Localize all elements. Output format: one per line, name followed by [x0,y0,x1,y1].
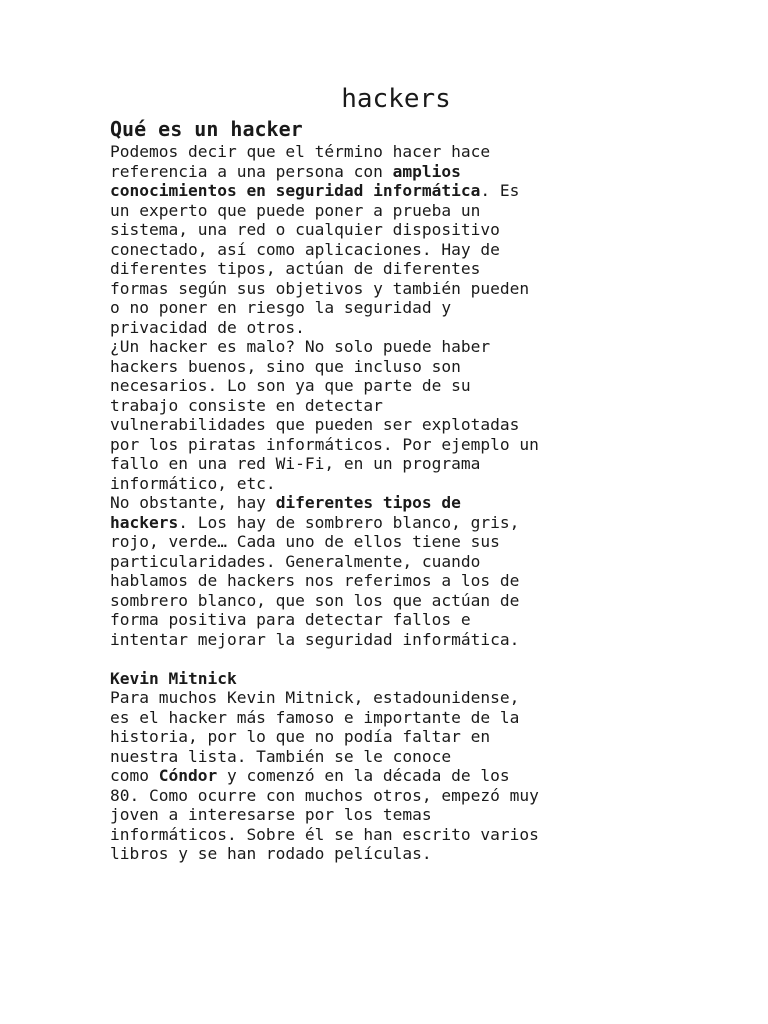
section-heading-que-es-un-hacker: Qué es un hacker [110,117,303,141]
bold-text-run: amplios conocimientos en seguridad informática [110,161,481,200]
section-spacer [110,649,670,669]
paragraph-tipos-de-hackers [110,493,670,649]
section-heading-kevin-mitnick: Kevin Mitnick [110,668,237,688]
bold-text-run: diferentes tipos de hackers [110,493,461,532]
bold-text-run: Cóndor [158,766,218,785]
text-run: . Los hay de sombrero blanco, gris, rojo, verde… Cada uno de ellos tiene sus particularidades. Generalmente, cuando hablamos de hackers nos referimos a los de sombrero blanco, que son los que actúan de forma positiva para detectar fallos e intentar mejorar la seguridad informática. [110,512,520,649]
text-run: ¿Un hacker es malo? No solo puede haber hackers buenos, sino que incluso son necesarios. Lo son ya que parte de su trabajo consiste en detectar vulnerabilidades que pueden ser explotadas por los piratas informáticos. Por ejemplo un fallo en una red Wi-Fi, en un programa informático, etc. [110,337,539,493]
paragraph-definition [110,142,670,337]
document-title: hackers [341,84,451,114]
text-run: Podemos decir que el término hacer hace referencia a una persona con [110,142,491,181]
document-page [110,82,670,864]
text-run: y comenzó en la década de los 80. Como ocurre con muchos otros, empezó muy joven a interesarse por los temas informáticos. Sobre él se han escrito varios libros y se han rodado películas. [110,766,539,863]
paragraph-kevin-mitnick [110,688,670,864]
text-run: Para muchos Kevin Mitnick, estadounidense, es el hacker más famoso e importante de la historia, por lo que no podía faltar en nuestra lista. También se le conoce como [110,688,520,785]
text-run: No obstante, hay [110,493,276,512]
paragraph-hacker-malo [110,337,670,493]
text-run: . Es un experto que puede poner a prueba un sistema, una red o cualquier dispositivo conectado, así como aplicaciones. Hay de diferentes tipos, actúan de diferentes formas según sus objetivos y también pueden o no poner en riesgo la seguridad y privacidad de otros. [110,181,530,337]
